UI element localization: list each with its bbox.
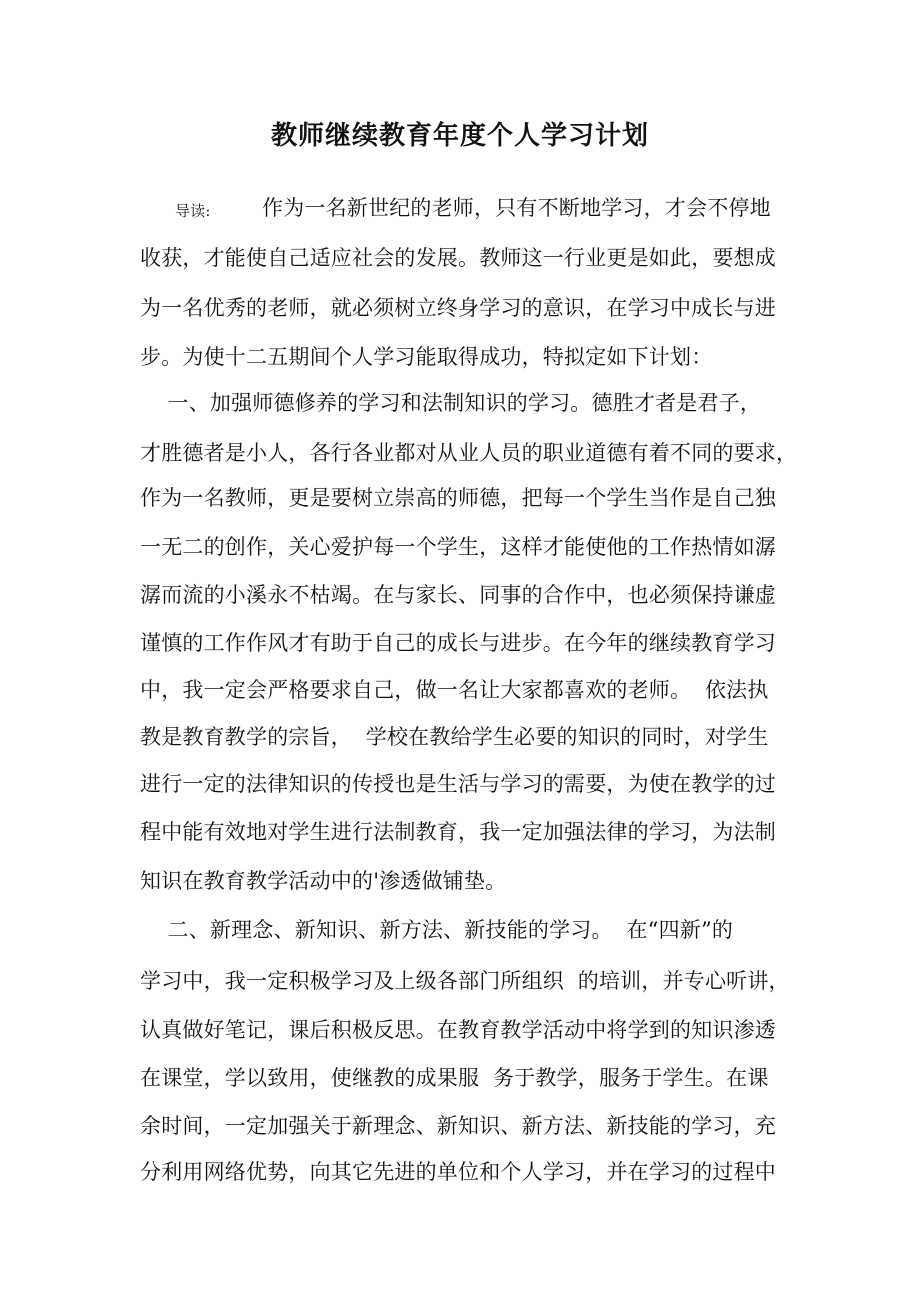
body-line: 二、新理念、新知识、新方法、新技能的学习。 在“四新”的 xyxy=(140,918,734,942)
body-line: 余时间，一定加强关于新理念、新知识、新方法、新技能的学习，充 xyxy=(140,1114,776,1138)
body-line: 中，我一定会严格要求自己，做一名让大家都喜欢的老师。 依法执 xyxy=(140,678,769,702)
body-line: 知识在教育教学活动中的'渗透做铺垫。 xyxy=(140,869,507,893)
body-line: 潺而流的小溪永不枯竭。在与家长、同事的合作中，也必须保持谦虚 xyxy=(140,583,776,607)
lead-label: 导读: xyxy=(175,202,211,220)
body-line: 步。为使十二五期间个人学习能取得成功，特拟定如下计划： xyxy=(140,345,713,369)
body-line: 为一名优秀的老师，就必须树立终身学习的意识，在学习中成长与进 xyxy=(140,296,776,320)
body-line: 学习中，我一定积极学习及上级各部门所组织 的培训，并专心听讲， xyxy=(140,969,790,993)
body-line: 进行一定的法律知识的传授也是生活与学习的需要，为使在教学的过 xyxy=(140,772,776,796)
body-line: 教是教育教学的宗旨， 学校在教给学生必要的知识的同时，对学生 xyxy=(140,725,769,749)
body-line: 程中能有效地对学生进行法制教育，我一定加强法律的学习，为法制 xyxy=(140,820,776,844)
body-line: 谨慎的工作作风才有助于自己的成长与进步。在今年的继续教育学习 xyxy=(140,631,776,655)
body-line: 才胜德者是小人，各行各业都对从业人员的职业道德有着不同的要求， xyxy=(140,441,798,465)
body-line: 认真做好笔记，课后积极反思。在教育教学活动中将学到的知识渗透 xyxy=(140,1018,776,1042)
document-title: 教师继续教育年度个人学习计划 xyxy=(270,121,649,151)
body-line: 作为一名新世纪的老师，只有不断地学习，才会不停地 xyxy=(262,196,771,220)
body-line: 收获，才能使自己适应社会的发展。教师这一行业更是如此，要想成 xyxy=(140,246,776,270)
body-line: 作为一名教师，更是要树立崇高的师德，把每一个学生当作是自己独 xyxy=(140,486,776,510)
body-line: 在课堂，学以致用，使继教的成果服 务于教学，服务于学生。在课 xyxy=(140,1066,769,1090)
body-line: 分利用网络优势，向其它先进的单位和个人学习，并在学习的过程中 xyxy=(140,1160,776,1184)
body-line: 一无二的创作，关心爱护每一个学生，这样才能使他的工作热情如潺 xyxy=(140,535,776,559)
body-line: 一、加强师德修养的学习和法制知识的学习。德胜才者是君子， xyxy=(140,391,762,415)
